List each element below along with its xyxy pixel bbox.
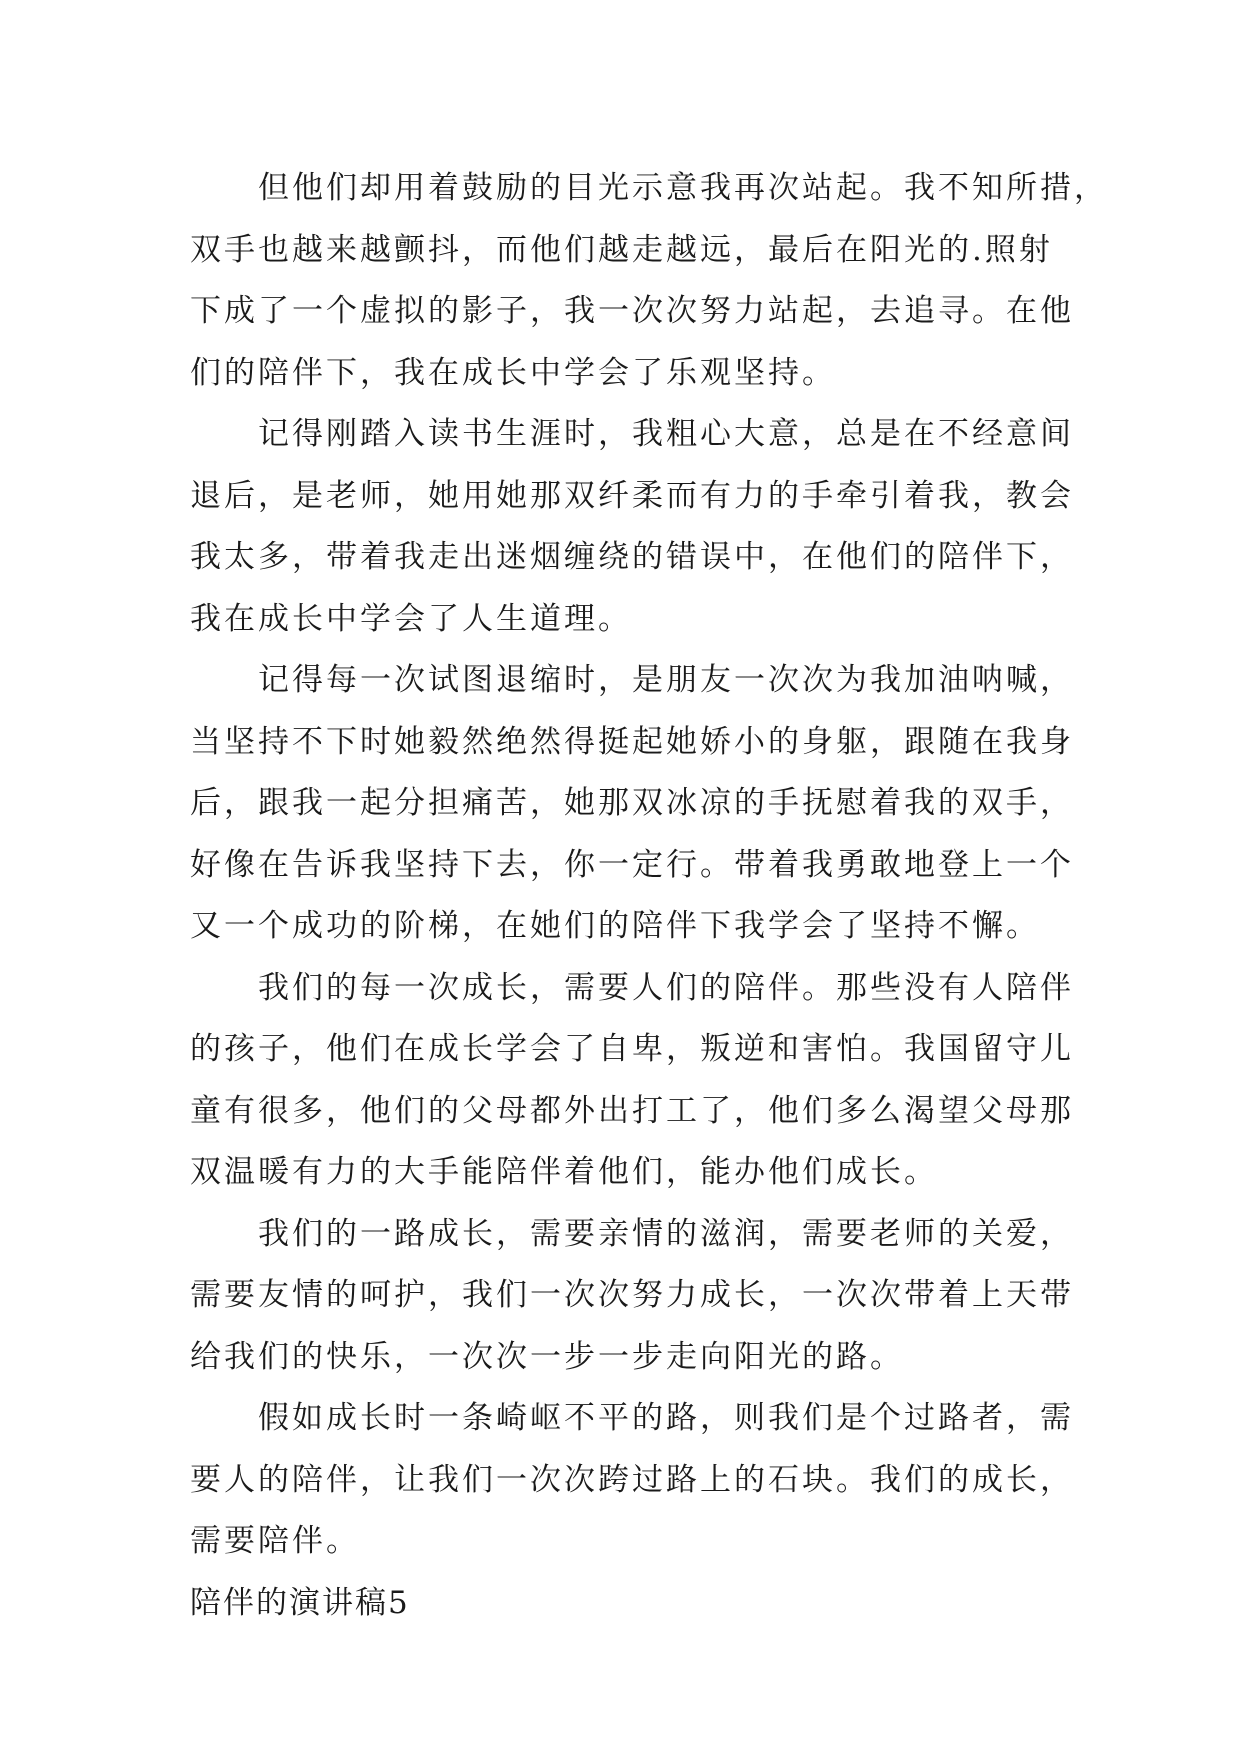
paragraph (190, 650, 1085, 958)
paragraph-line: 要人的陪伴，让我们一次次跨过路上的石块。我们的成长， (190, 1461, 1074, 1498)
paragraph-line: 们的陪伴下，我在成长中学会了乐观坚持。 (190, 354, 836, 391)
paragraph-line: 双手也越来越颤抖，而他们越走越远，最后在阳光的.照射 (190, 231, 1053, 268)
paragraph-line: 童有很多，他们的父母都外出打工了，他们多么渴望父母那 (190, 1092, 1074, 1129)
paragraph-line: 我在成长中学会了人生道理。 (190, 600, 632, 637)
paragraph-line: 又一个成功的阶梯，在她们的陪伴下我学会了坚持不懈。 (190, 908, 1040, 944)
paragraph-line: 需要友情的呵护，我们一次次努力成长，一次次带着上天带 (190, 1277, 1074, 1313)
paragraph (190, 958, 1085, 1204)
paragraph-line: 我们的每一次成长，需要人们的陪伴。那些没有人陪伴 (258, 969, 1074, 1006)
paragraph-line: 的孩子，他们在成长学会了自卑，叛逆和害怕。我国留守儿 (190, 1031, 1074, 1067)
paragraph-line: 下成了一个虚拟的影子，我一次次努力站起，去追寻。在他 (190, 293, 1074, 329)
paragraph-line: 记得每一次试图退缩时，是朋友一次次为我加油呐喊， (258, 662, 1074, 698)
paragraph-line: 我们的一路成长，需要亲情的滋润，需要老师的关爱， (258, 1215, 1074, 1252)
document-body (190, 158, 1108, 1634)
paragraph-line: 后，跟我一起分担痛苦，她那双冰凉的手抚慰着我的双手， (190, 785, 1074, 821)
paragraph-line: 当坚持不下时她毅然绝然得挺起她娇小的身躯，跟随在我身 (190, 723, 1074, 760)
paragraph (190, 1204, 1085, 1389)
paragraph (190, 404, 1085, 650)
paragraph (190, 158, 1108, 404)
paragraph-line: 双温暖有力的大手能陪伴着他们，能办他们成长。 (190, 1154, 938, 1190)
paragraph-line: 但他们却用着鼓励的目光示意我再次站起。我不知所措， (258, 170, 1108, 206)
paragraph-line: 退后，是老师，她用她那双纤柔而有力的手牵引着我，教会 (190, 477, 1074, 514)
paragraph-line: 给我们的快乐，一次次一步一步走向阳光的路。 (190, 1338, 904, 1375)
section-heading: 陪伴的演讲稿5 (190, 1584, 410, 1621)
paragraph-line: 我太多，带着我走出迷烟缠绕的错误中，在他们的陪伴下， (190, 539, 1074, 575)
paragraph (190, 1388, 1085, 1573)
paragraph-line: 需要陪伴。 (190, 1523, 360, 1559)
paragraph-line: 记得刚踏入读书生涯时，我粗心大意，总是在不经意间 (258, 416, 1074, 452)
paragraph-line: 假如成长时一条崎岖不平的路，则我们是个过路者，需 (258, 1400, 1074, 1436)
paragraph-line: 好像在告诉我坚持下去，你一定行。带着我勇敢地登上一个 (190, 846, 1074, 883)
